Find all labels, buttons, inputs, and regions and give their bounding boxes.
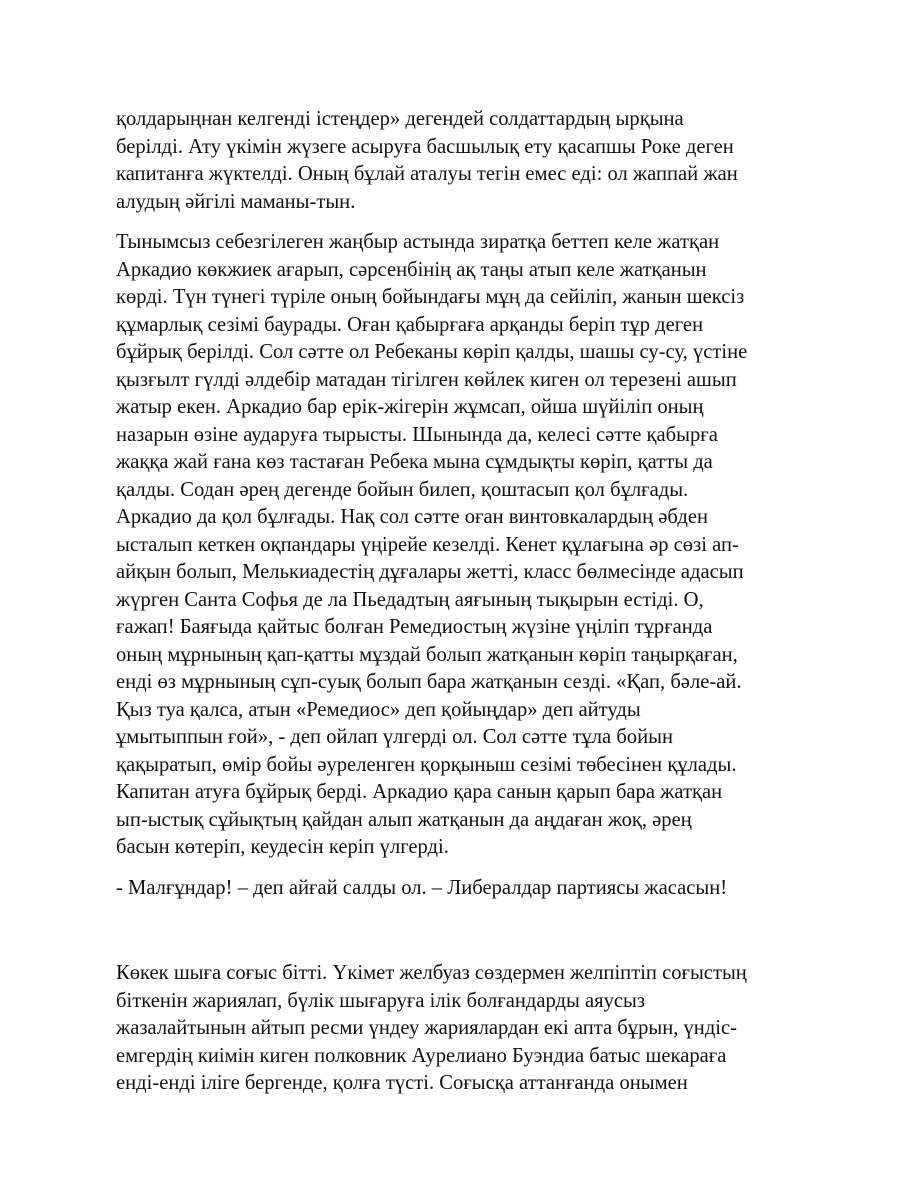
text-line: енді өз мұрнының сұп-суық болып бара жатқанын сезді. «Қап, бәле-ай. <box>116 671 742 693</box>
text-line: қалды. Содан әрең дегенде бойын билеп, қоштасып қол бұлғады. <box>116 478 689 501</box>
text-line: ғажап! Баяғыда қайтыс болған Ремедиостың жүзіне үңіліп тұрғанда <box>116 616 713 638</box>
text-line: қолдарыңнан келгенді істеңдер» дегендей солдаттардың ырқына <box>116 108 684 130</box>
text-line: Аркадио да қол бұлғады. Нақ сол сәтте оған винтовкалардың әбден <box>116 506 708 528</box>
paragraph-2 <box>116 229 784 862</box>
text-line: Қыз туа қалса, атын «Ремедиос» деп қойыңдар» деп айтуды <box>116 698 641 721</box>
text-line: айқын болып, Мелькиадестің дұғалары жетті, класс бөлмесінде адасып <box>116 561 744 583</box>
text-line: ып-ыстық сұйықтың қайдан алып жатқанын да аңдаған жоқ, әрең <box>116 808 692 831</box>
text-line: оның мұрнының қап-қатты мұздай болып жатқанын көріп таңырқаған, <box>116 643 738 666</box>
text-line: жаққа жай ғана көз тастаған Ребека мына сұмдықты көріп, қатты да <box>116 451 713 473</box>
paragraph-1 <box>116 106 784 216</box>
paragraph-4 <box>116 960 784 1098</box>
text-line: басын көтеріп, кеудесін керіп үлгерді. <box>116 836 449 858</box>
text-line: қақыратып, өмір бойы әуреленген қорқыныш сезімі төбесінен құлады. <box>116 753 737 776</box>
text-line: капитанға жүктелді. Оның бұлай аталуы тегін емес еді: ол жаппай жан <box>116 163 738 185</box>
document-page <box>116 106 784 1111</box>
text-line: ұмытыппын ғой», - деп ойлап үлгерді ол. Сол сәтте тұла бойын <box>116 726 673 748</box>
text-line: жазалайтынын айтып ресми үндеу жариялардан екі апта бұрын, үндіс- <box>116 1017 738 1039</box>
text-line: Капитан атуға бұйрық берді. Аркадио қара санын қарып бара жатқан <box>116 781 723 803</box>
text-line: жүрген Санта Софья де ла Пьедадтың аяғының тықырын естіді. О, <box>116 588 704 611</box>
text-line: құмарлық сезімі баурады. Оған қабырғаға арқанды беріп тұр деген <box>116 313 704 336</box>
text-line: көрді. Түн түнегі түріле оның бойындағы мұң да сейіліп, жанын шексіз <box>116 286 745 308</box>
text-line: - Малғұндар! – деп айғай салды ол. – Либералдар партиясы жасасын! <box>116 876 728 899</box>
paragraph-3-dialog <box>116 875 784 903</box>
text-line: Тынымсыз себезгілеген жаңбыр астында зиратқа беттеп келе жатқан <box>116 231 720 253</box>
text-line: емгердің киімін киген полковник Аурелиано Буэндиа батыс шекараға <box>116 1044 727 1067</box>
text-line: ысталып кеткен оқпандары үңірейе кезелді. Кенет құлағына әр сөзі ап- <box>116 533 739 556</box>
text-line: енді-енді іліге бергенде, қолға түсті. Соғысқа аттанғанда онымен <box>116 1072 688 1094</box>
text-line: алудың әйгілі маманы-тын. <box>116 190 356 213</box>
text-line: қызғылт гүлді әлдебір матадан тігілген көйлек киген ол терезені ашып <box>116 368 737 391</box>
text-line: жатыр екен. Аркадио бар ерік-жігерін жұмсап, ойша шүйіліп оның <box>116 396 704 418</box>
text-line: Аркадио көкжиек ағарып, сәрсенбінің ақ таңы атып келе жатқанын <box>116 258 707 281</box>
text-line: бұйрық берілді. Сол сәтте ол Ребеканы көріп қалды, шашы су-су, үстіне <box>116 341 748 363</box>
text-line: назарын өзіне аударуға тырысты. Шынында да, келесі сәтте қабырға <box>116 423 718 446</box>
text-line: біткенін жариялап, бүлік шығаруға ілік болғандарды аяусыз <box>116 989 646 1012</box>
text-line: Көкек шыға соғыс бітті. Үкімет желбуаз сөздермен желпіптіп соғыстың <box>116 962 747 984</box>
text-line: берілді. Ату үкімін жүзеге асыруға басшылық ету қасапшы Роке деген <box>116 135 734 158</box>
